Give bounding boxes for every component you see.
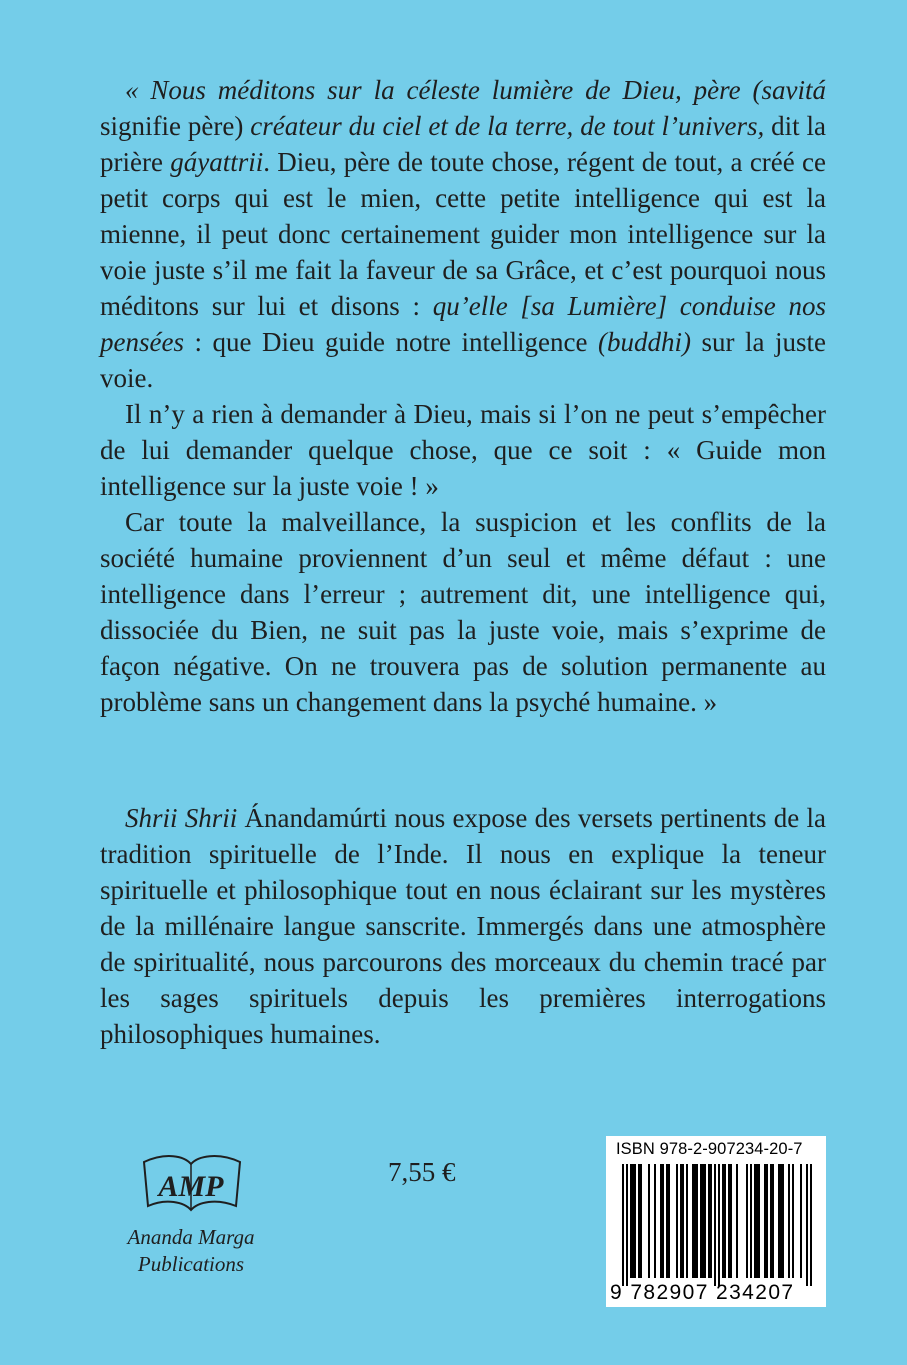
quote-text: sur la juste voie.	[100, 327, 827, 393]
barcode-bar	[630, 1164, 632, 1278]
barcode-bar	[682, 1164, 684, 1278]
barcode-bar	[722, 1164, 724, 1278]
barcode-bar	[700, 1164, 702, 1278]
isbn-label: ISBN 978-2-907234-20-7	[616, 1140, 803, 1158]
barcode-bar	[634, 1164, 636, 1278]
barcode-bar	[778, 1164, 780, 1278]
barcode-digits: 9 782907 234207	[610, 1281, 795, 1304]
author-name: Shrii Shrii	[125, 803, 238, 833]
publisher-name-line1: Ananda Marga	[127, 1225, 255, 1249]
quote-text: dit la prière	[100, 111, 827, 177]
description-paragraph	[100, 800, 826, 1052]
barcode-bar	[770, 1164, 772, 1278]
barcode-bar	[622, 1164, 624, 1286]
barcode-bar	[782, 1164, 784, 1278]
barcode-bar	[758, 1164, 760, 1278]
barcode-bar	[730, 1164, 732, 1278]
barcode-bar	[638, 1164, 640, 1278]
barcode-bar	[702, 1164, 704, 1278]
barcode-bar	[668, 1164, 670, 1278]
quote-conduise: qu’elle [sa Lumière] conduise nos pensées	[100, 291, 826, 357]
barcode-bar	[666, 1164, 668, 1278]
description-text: Ánandamúrti nous expose des versets pertinents de la tradition spirituelle de l’Inde. Il nous en explique la teneur spirituelle et philosophique tout en nous éclairant sur les mystères de la millénaire langue sanscrite. Immergés dans une atmosphère de spiritualité, nous parcourons des morceaux du chemin tracé par les sages spirituels depuis les premières interrogations philosophiques humaines.	[100, 803, 826, 1049]
quote-gayattrii: gáyattrii	[170, 147, 264, 177]
quote-block	[100, 72, 826, 720]
barcode-bar	[704, 1164, 706, 1278]
quote-savita: (savitá	[752, 75, 827, 105]
publisher-name-line2: Publications	[137, 1252, 245, 1276]
barcode-bar	[718, 1164, 720, 1286]
barcode-bar	[710, 1164, 712, 1278]
barcode-bar	[724, 1164, 726, 1278]
barcode-bar	[660, 1164, 662, 1278]
barcode-bar	[780, 1164, 782, 1278]
barcode-bar	[766, 1164, 768, 1278]
barcode-bar	[654, 1164, 656, 1278]
barcode-bar	[708, 1164, 710, 1278]
quote-opening: « Nous méditons sur la céleste lumière de Dieu, père	[125, 75, 741, 105]
barcode-bar	[626, 1164, 628, 1286]
description-block	[100, 800, 826, 1052]
barcode-bar	[632, 1164, 634, 1278]
barcode-bar	[746, 1164, 748, 1278]
barcode-bar	[640, 1164, 642, 1278]
barcode-bar	[754, 1164, 756, 1278]
publisher-logo	[116, 1148, 266, 1278]
barcode-bar	[696, 1164, 698, 1278]
price: 7,55 €	[388, 1157, 456, 1187]
barcode-bar	[736, 1164, 738, 1278]
barcode-bar	[806, 1164, 808, 1286]
barcode-bar	[686, 1164, 688, 1278]
quote-paragraph-2: Il n’y a rien à demander à Dieu, mais si l’on ne peut s’empêcher de lui demander quelque chose, que ce soit : « Guide mon intelligence sur la juste voie ! »	[100, 399, 826, 501]
barcode-bar	[648, 1164, 650, 1278]
barcode-bar	[788, 1164, 790, 1278]
barcode-bar	[680, 1164, 682, 1278]
barcode-bar	[728, 1164, 730, 1278]
barcode-bar	[764, 1164, 766, 1278]
quote-text: . Dieu, père de toute chose, régent de tout, a créé ce petit corps qui est le mien, cette petite intelligence qui est la mienne, il peut donc certainement guider mon intelligence sur la voie juste s’il me fait la faveur de sa Grâce, et c’est pourquoi nous méditons sur lui et disons :	[100, 147, 827, 321]
barcode-bar	[694, 1164, 696, 1278]
barcode-bar	[800, 1164, 802, 1278]
barcode-bar	[676, 1164, 678, 1278]
quote-creator: créateur du ciel et de la terre, de tout l’univers,	[250, 111, 765, 141]
quote-text: : que Dieu guide notre intelligence	[183, 327, 598, 357]
barcode-bar	[750, 1164, 752, 1278]
logo-letters: AMP	[158, 1170, 224, 1203]
quote-paragraph-1	[100, 72, 826, 396]
quote-buddhi: (buddhi)	[597, 327, 691, 357]
quote-paragraph-3: Car toute la malveillance, la suspicion et les conflits de la société humaine proviennent d’un seul et même défaut : une intelligence dans l’erreur ; autrement dit, une intelligence qui, dissociée du Bien, ne suit pas la juste voie, mais s’exprime de façon négative. On ne trouvera pas de solution permanente au problème sans un changement dans la psyché humaine. »	[100, 507, 826, 717]
quote-text: signifie père)	[100, 111, 251, 141]
barcode-bar	[810, 1164, 812, 1286]
barcode-bar	[662, 1164, 664, 1278]
barcode-bar	[692, 1164, 694, 1278]
barcode-bar	[756, 1164, 758, 1278]
isbn-barcode-box	[606, 1136, 826, 1307]
barcode-bar	[772, 1164, 774, 1278]
barcode-bar	[792, 1164, 794, 1278]
book-logo-icon	[136, 1148, 246, 1218]
barcode-bar	[714, 1164, 716, 1286]
